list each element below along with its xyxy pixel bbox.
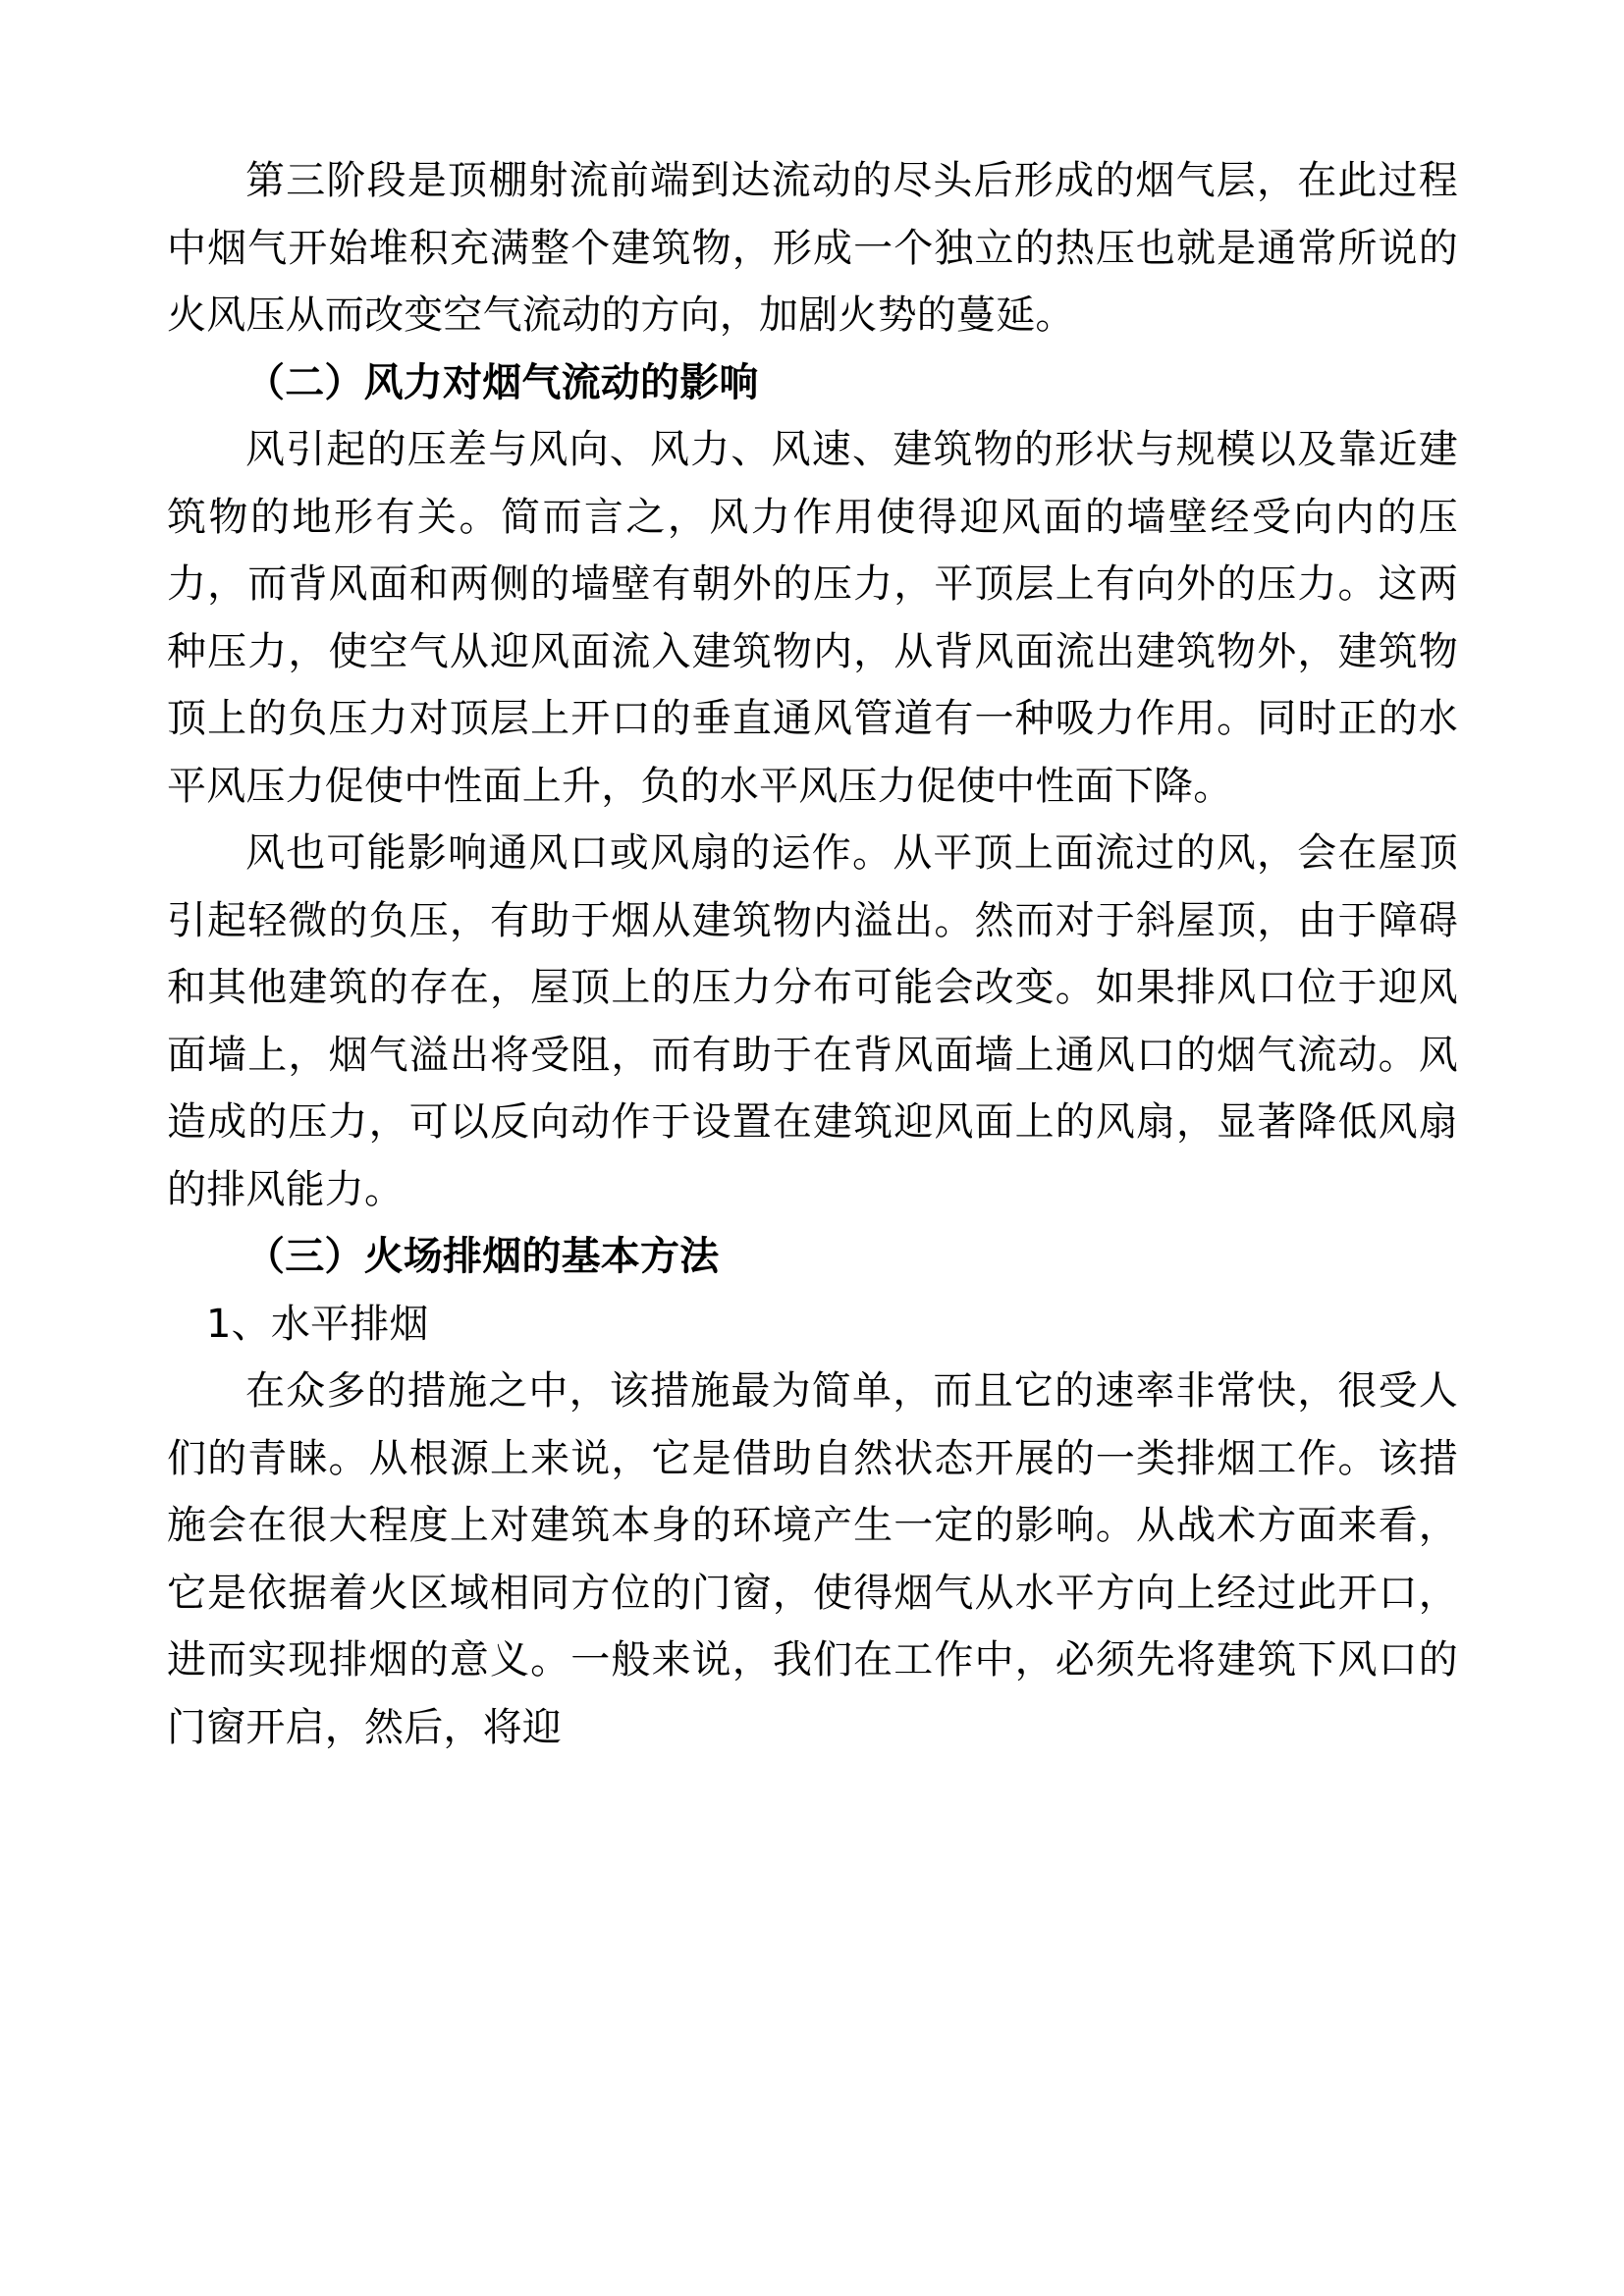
paragraph-wind-effect-on-vents-and-fans: 风也可能影响通风口或风扇的运作。从平顶上面流过的风，会在屋顶引起轻微的负压，有助于烟从建筑物内溢出。然而对于斜屋顶，由于障碍和其他建筑的存在，屋顶上的压力分布可能会改变。如果排风口位于迎风面墙上，烟气溢出将受阻，而有助于在背风面墙上通风口的烟气流动。风造成的压力，可以反向动作于设置在建筑迎风面上的风扇，显著降低风扇的排风能力。 — [167, 830, 1458, 1212]
heading-basic-smoke-exhaust-methods: （三）火场排烟的基本方法 — [245, 1234, 720, 1279]
list-item-horizontal-smoke-exhaust: 1、水平排烟 — [206, 1301, 429, 1347]
paragraph-wind-pressure-difference: 风引起的压差与风向、风力、风速、建筑物的形状与规模以及靠近建筑物的地形有关。简而言之，风力作用使得迎风面的墙壁经受向内的压力，而背风面和两侧的墙壁有朝外的压力，平顶层上有向外的压力。这两种压力，使空气从迎风面流入建筑物内，从背风面流出建筑物外，建筑物顶上的负压力对顶层上开口的垂直通风管道有一种吸力作用。同时正的水平风压力促使中性面上升，负的水平风压力促使中性面下降。 — [167, 427, 1458, 809]
paragraph-horizontal-exhaust-description: 在众多的措施之中，该措施最为简单，而且它的速率非常快，很受人们的青睐。从根源上来说，它是借助自然状态开展的一类排烟工作。该措施会在很大程度上对建筑本身的环境产生一定的影响。从战术方面来看，它是依据着火区域相同方位的门窗，使得烟气从水平方向上经过此开口，进而实现排烟的意义。一般来说，我们在工作中，必须先将建筑下风口的门窗开启，然后，将迎 — [167, 1368, 1458, 1750]
document-body — [167, 147, 1458, 1761]
paragraph-smoke-layer-third-stage: 第三阶段是顶棚射流前端到达流动的尽头后形成的烟气层，在此过程中烟气开始堆积充满整个建筑物，形成一个独立的热压也就是通常所说的火风压从而改变空气流动的方向，加剧火势的蔓延。 — [167, 158, 1458, 338]
heading-wind-effect-on-smoke-flow: （二）风力对烟气流动的影响 — [245, 359, 759, 405]
